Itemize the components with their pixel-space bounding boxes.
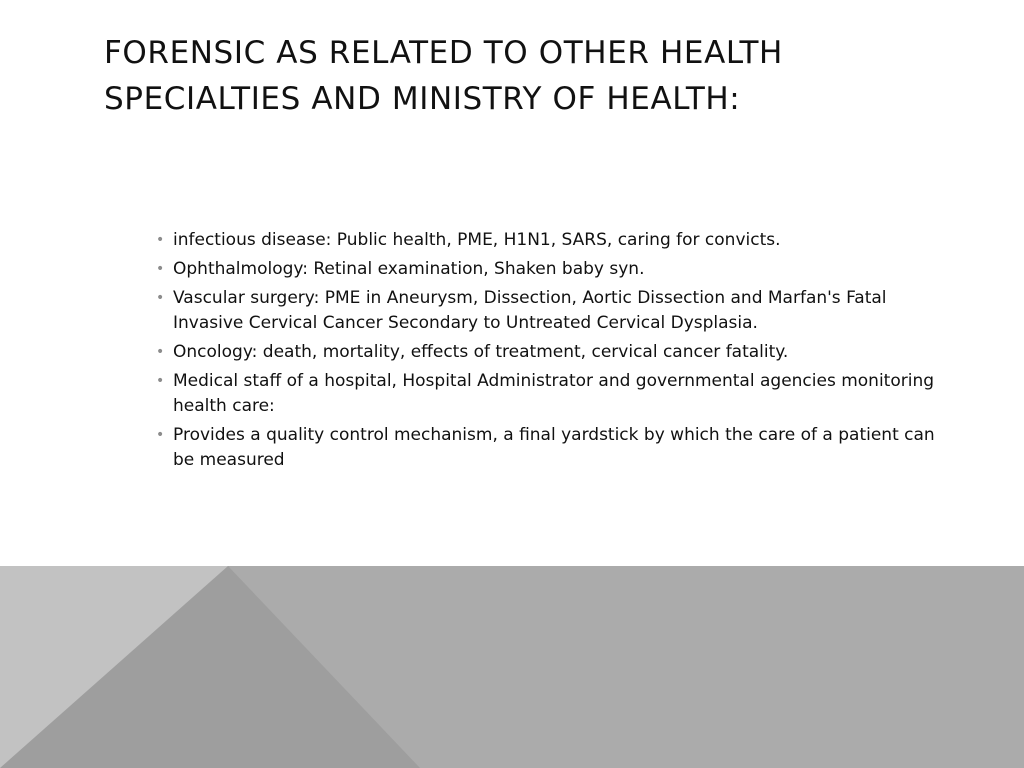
bullet-icon: •	[156, 290, 165, 306]
bullet-text: Oncology: death, mortality, effects of treatment, cervical cancer fatality.	[173, 342, 789, 362]
bullet-item	[156, 423, 936, 473]
slide-title: FORENSIC AS RELATED TO OTHER HEALTH SPECIALTIES AND MINISTRY OF HEALTH:	[104, 35, 783, 117]
bullet-item	[156, 228, 936, 253]
bullet-text: Medical staff of a hospital, Hospital Administrator and governmental agencies monitoring health care:	[173, 371, 935, 416]
bullet-icon: •	[156, 232, 165, 248]
bullet-text: infectious disease: Public health, PME, H1N1, SARS, caring for convicts.	[173, 230, 781, 250]
bullet-item	[156, 340, 936, 365]
bullet-text: Ophthalmology: Retinal examination, Shaken baby syn.	[173, 259, 645, 279]
bullet-list	[156, 228, 936, 477]
bullet-item	[156, 257, 936, 282]
bullet-item	[156, 286, 936, 336]
footer-band	[0, 566, 1024, 768]
bullet-icon: •	[156, 344, 165, 360]
footer-graphic	[0, 566, 1024, 768]
bullet-item	[156, 369, 936, 419]
bullet-text: Provides a quality control mechanism, a final yardstick by which the care of a patient can be measured	[173, 425, 935, 470]
bullet-icon: •	[156, 373, 165, 389]
bullet-icon: •	[156, 261, 165, 277]
bullet-text: Vascular surgery: PME in Aneurysm, Dissection, Aortic Dissection and Marfan's Fatal Invasive Cervical Cancer Secondary to Untreated Cervical Dysplasia.	[173, 288, 887, 333]
bullet-icon: •	[156, 427, 165, 443]
